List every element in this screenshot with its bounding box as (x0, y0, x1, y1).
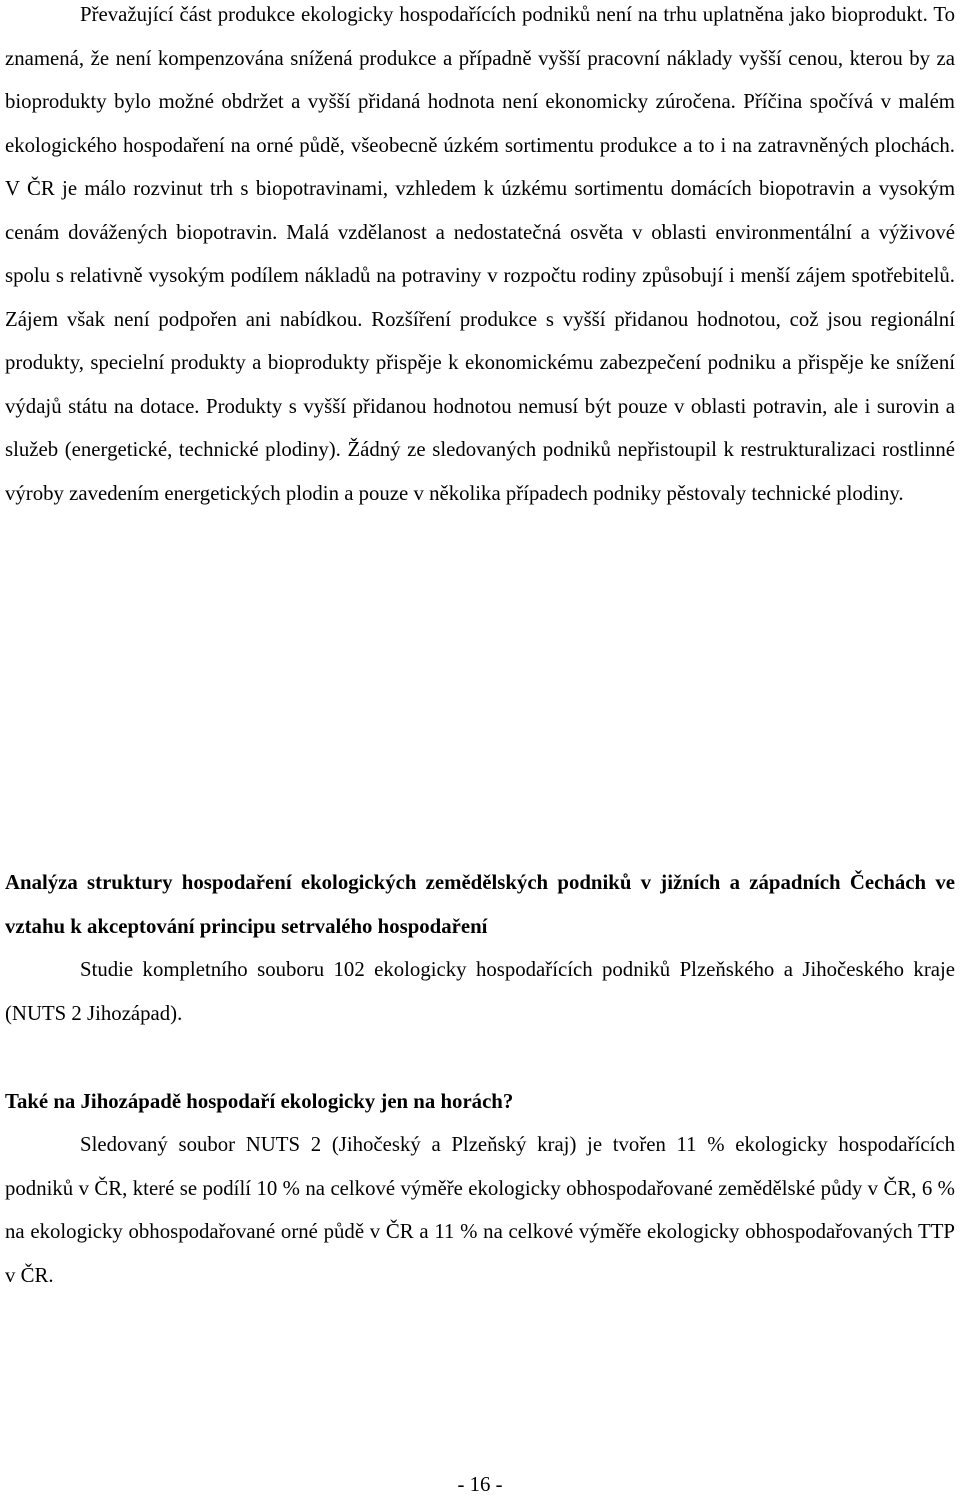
document-page (5, 0, 955, 1496)
body-paragraph-2: Studie kompletního souboru 102 ekologicky hospodařících podniků Plzeňského a Jihočeského kraje (NUTS 2 Jihozápad). (5, 958, 955, 1025)
section-heading-2: Také na Jihozápadě hospodaří ekologicky jen na horách? (5, 1090, 514, 1113)
body-paragraph-1: Převažující část produkce ekologicky hospodařících podniků není na trhu uplatněna jako bioprodukt. To znamená, že není kompenzována snížená produkce a případně vyšší pracovní náklady vyšší cenou, kterou by za bioprodukty bylo možné obdržet a vyšší přidaná hodnota není ekonomicky zúročena. Příčina spočívá v malém ekologického hospodaření na orné půdě, všeobecně úzkém sortimentu produkce a to i na zatravněných plochách. V ČR je málo rozvinut trh s biopotravinami, vzhledem k úzkému sortimentu domácích biopotravin a vysokým cenám dovážených biopotravin. Malá vzdělanost a nedostatečná osvěta v oblasti environmentální a výživové spolu s relativně vysokým podílem nákladů na potraviny v rozpočtu rodiny způsobují i menší zájem spotřebitelů. Zájem však není podpořen ani nabídkou. Rozšíření produkce s vyšší přidanou hodnotou, což jsou regionální produkty, specielní produkty a bioprodukty přispěje k ekonomickému zabezpečení podniku a přispěje ke snížení výdajů státu na dotace. Produkty s vyšší přidanou hodnotou nemusí být pouze v oblasti potravin, ale i surovin a služeb (energetické, technické plodiny). Žádný ze sledovaných podniků nepřistoupil k restrukturalizaci rostlinné výroby zavedením energetických plodin a pouze v několika případech podniky pěstovaly technické plodiny. (5, 3, 955, 505)
page-number: - 16 - (457, 1473, 503, 1496)
body-paragraph-3: Sledovaný soubor NUTS 2 (Jihočeský a Plzeňský kraj) je tvořen 11 % ekologicky hospodařících podniků v ČR, které se podílí 10 % na celkové výměře ekologicky obhospodařované zemědělské půdy v ČR, 6 % na ekologicky obhospodařované orné půdě v ČR a 11 % na celkové výměře ekologicky obhospodařovaných TTP v ČR. (5, 1133, 955, 1287)
section-heading-1: Analýza struktury hospodaření ekologických zemědělských podniků v jižních a západních Čechách ve vztahu k akceptování principu setrvalého hospodaření (5, 871, 955, 938)
